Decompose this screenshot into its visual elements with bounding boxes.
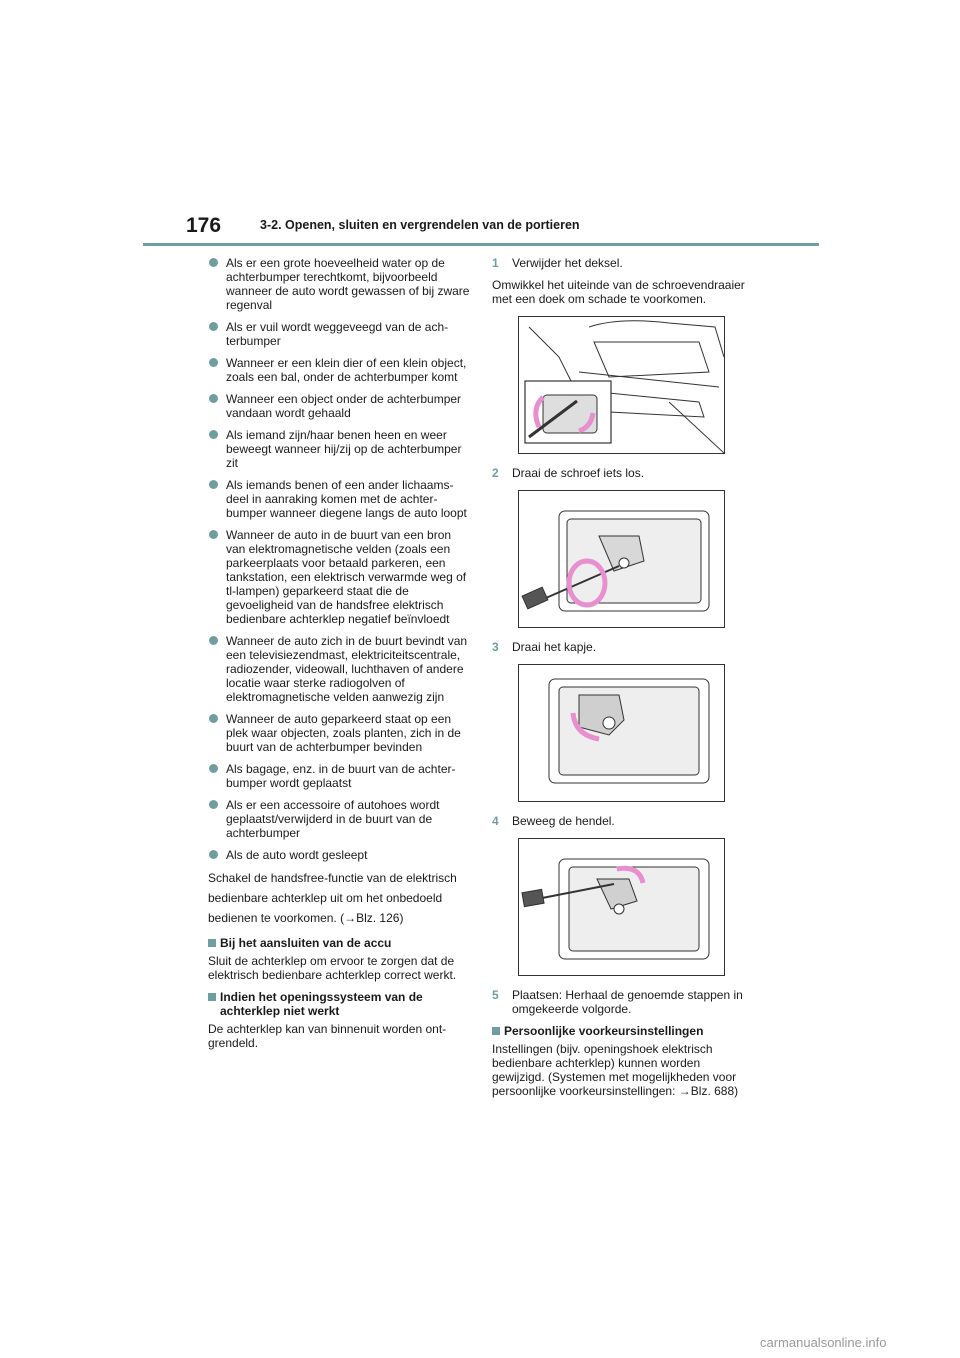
bullet-icon — [209, 322, 218, 331]
battery-paragraph: Sluit de achterklep om ervoor te zorgen dat de elektrisch bedienbare achterklep correct werkt. — [208, 954, 457, 982]
list-item: Wanneer de auto geparkeerd staat op een plek waar objecten, zoals planten, zich in de buurt van de achterbumper bevinden — [208, 712, 472, 754]
list-item: Als de auto wordt gesleept — [208, 848, 472, 862]
list-item: Als er een grote hoeveelheid water op de achterbumper terechtkomt, bijvoorbeeld wanneer de auto wordt gewassen of bij zware regenval — [208, 256, 472, 312]
bullet-icon — [209, 636, 218, 645]
page-number: 176 — [186, 214, 222, 237]
list-item: Als iemands benen of een ander lichaamsdeel in aanraking komen met de achterbumper wanneer diegene langs de auto loopt — [208, 478, 472, 520]
bullet-icon — [209, 394, 218, 403]
figure-remove-cover — [518, 316, 725, 454]
bullet-icon — [209, 714, 218, 723]
list-item: Wanneer de auto zich in de buurt bevindt van een televisiezendmast, elektriciteitscentrale, radiozender, videowall, luchthaven of andere locatie waar sterke radiogolven of elektromagnetische velden aanwezig zijn — [208, 634, 472, 704]
square-bullet-icon — [208, 939, 216, 947]
list-item: Wanneer er een klein dier of een klein object, zoals een bal, onder de achterbumper komt — [208, 356, 472, 384]
list-item: Als iemand zijn/haar benen heen en weer beweegt wanneer hij/zij op de achterbumper zit — [208, 428, 472, 470]
bullet-icon — [209, 800, 218, 809]
list-item: Als er vuil wordt weggeveegd van de achterbumper — [208, 320, 472, 348]
list-item: Als er een accessoire of autohoes wordt geplaatst/verwijderd in de buurt van de achterbumper — [208, 798, 472, 840]
bullet-icon — [209, 358, 218, 367]
figure-loosen-screw — [518, 490, 725, 628]
step-1-note: Omwikkel het uiteinde van de schroevendraaier met een doek om schade te voorkomen. — [492, 278, 745, 306]
heading-preferences: Persoonlijke voorkeursinstellingen — [492, 1024, 748, 1038]
step-4: 4 Beweeg de hendel. — [492, 814, 615, 828]
list-item: Als bagage, enz. in de buurt van de achterbumper wordt geplaatst — [208, 762, 472, 790]
watermark: carmanualsonline.info — [760, 1335, 887, 1350]
preferences-paragraph: Instellingen (bijv. openingshoek elektrisch bedienbare achterklep) kunnen worden gewijzigd. (Systemen met mogelijkheden voor persoonlijke voorkeursinstellingen: →Blz. 688) — [492, 1042, 739, 1098]
square-bullet-icon — [208, 993, 216, 1001]
step-3: 3 Draai het kapje. — [492, 640, 597, 654]
bullet-icon — [209, 480, 218, 489]
step-2: 2 Draai de schroef iets los. — [492, 466, 645, 480]
heading-battery: Bij het aansluiten van de accu — [208, 936, 472, 950]
right-column — [492, 256, 748, 1106]
square-bullet-icon — [492, 1027, 500, 1035]
figure-turn-cap — [518, 664, 725, 802]
step-5: 5 Plaatsen: Herhaal de genoemde stappen in omgekeerde volgorde. — [492, 988, 743, 1016]
bullet-icon — [209, 530, 218, 539]
header-divider — [143, 243, 819, 246]
heading-opening-failure: Indien het openingssysteem van de achterklep niet werkt — [208, 990, 472, 1018]
bullet-icon — [209, 430, 218, 439]
left-column — [208, 256, 472, 1058]
section-title: 3-2. Openen, sluiten en vergrendelen van de portieren — [260, 218, 580, 232]
step-1: 1 Verwijder het deksel. — [492, 256, 623, 270]
opening-failure-paragraph: De achterklep kan van binnenuit worden ontgrendeld. — [208, 1022, 447, 1050]
list-item: Wanneer de auto in de buurt van een bron van elektromagnetische velden (zoals een parkeerplaats voor betaald parkeren, een tankstation, een elektrisch verwarmde weg of tl-lampen) geparkeerd staat die de gevoeligheid van de handsfree elektrisch bedienbare achterklep negatief beïnvloedt — [208, 528, 472, 626]
list-item: Wanneer een object onder de achterbumper vandaan wordt gehaald — [208, 392, 472, 420]
bullet-icon — [209, 258, 218, 267]
closing-paragraph: Schakel de handsfree-functie van de elektrisch bedienbare achterklep uit om het onbedoeld bedienen te voorkomen. (→Blz. 126) — [208, 871, 457, 925]
bullet-icon — [209, 764, 218, 773]
bullet-icon — [209, 850, 218, 859]
figure-move-lever — [518, 838, 725, 976]
